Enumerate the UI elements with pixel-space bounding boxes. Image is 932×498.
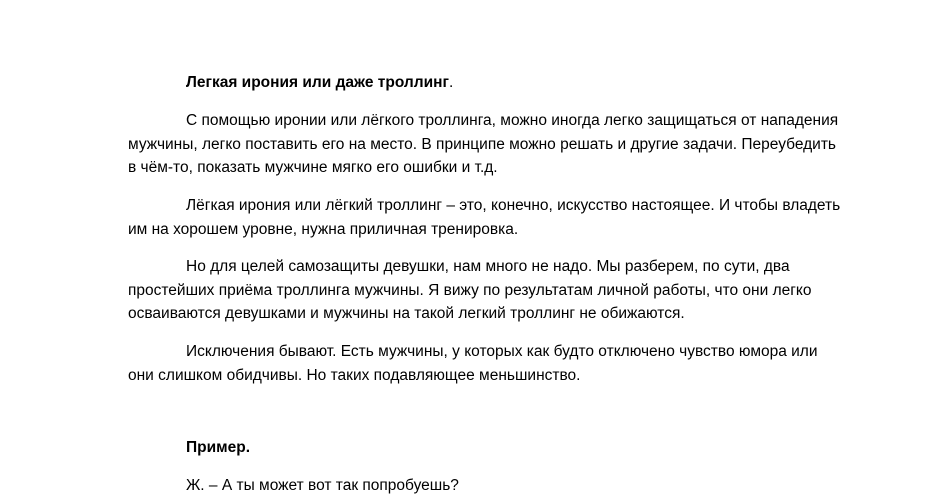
paragraph-line: осваиваются девушками и мужчины на такой легкий троллинг не обижаются.: [128, 305, 685, 322]
paragraph-1: [128, 109, 888, 180]
paragraph-line: С помощью иронии или лёгкого троллинга, можно иногда легко защищаться от нападения: [186, 112, 839, 129]
section-heading-text: Легкая ирония или даже троллинг: [186, 74, 449, 91]
paragraph-line: они слишком обидчивы. Но таких подавляющее меньшинство.: [128, 366, 581, 384]
paragraph-line: им на хорошем уровне, нужна приличная тренировка.: [128, 220, 519, 238]
paragraph-line: простейших приёма троллинга мужчины. Я вижу по результатам личной работы, что они легко: [128, 281, 812, 299]
example-heading: Пример.: [186, 439, 250, 456]
paragraph-line: Лёгкая ирония или лёгкий троллинг – это, конечно, искусство настоящее. И чтобы владеть: [186, 197, 841, 214]
paragraph-line: Но для целей самозащиты девушки, нам много не надо. Мы разберем, по сути, два: [186, 258, 790, 275]
paragraph-3: [128, 255, 888, 326]
paragraph-line: мужчины, легко поставить его на место. В принципе можно решать и другие задачи. Переубедить: [128, 135, 836, 153]
paragraph-4: [128, 340, 888, 387]
paragraph-line: в чём-то, показать мужчине мягко его ошибки и т.д.: [128, 159, 498, 176]
section-heading: [186, 71, 453, 95]
paragraph-line: Исключения бывают. Есть мужчины, у которых как будто отключено чувство юмора или: [186, 343, 818, 360]
paragraph-2: [128, 194, 888, 241]
section-heading-period: .: [448, 74, 454, 91]
dialog-line: Ж. – А ты может вот так попробуешь?: [186, 477, 459, 494]
